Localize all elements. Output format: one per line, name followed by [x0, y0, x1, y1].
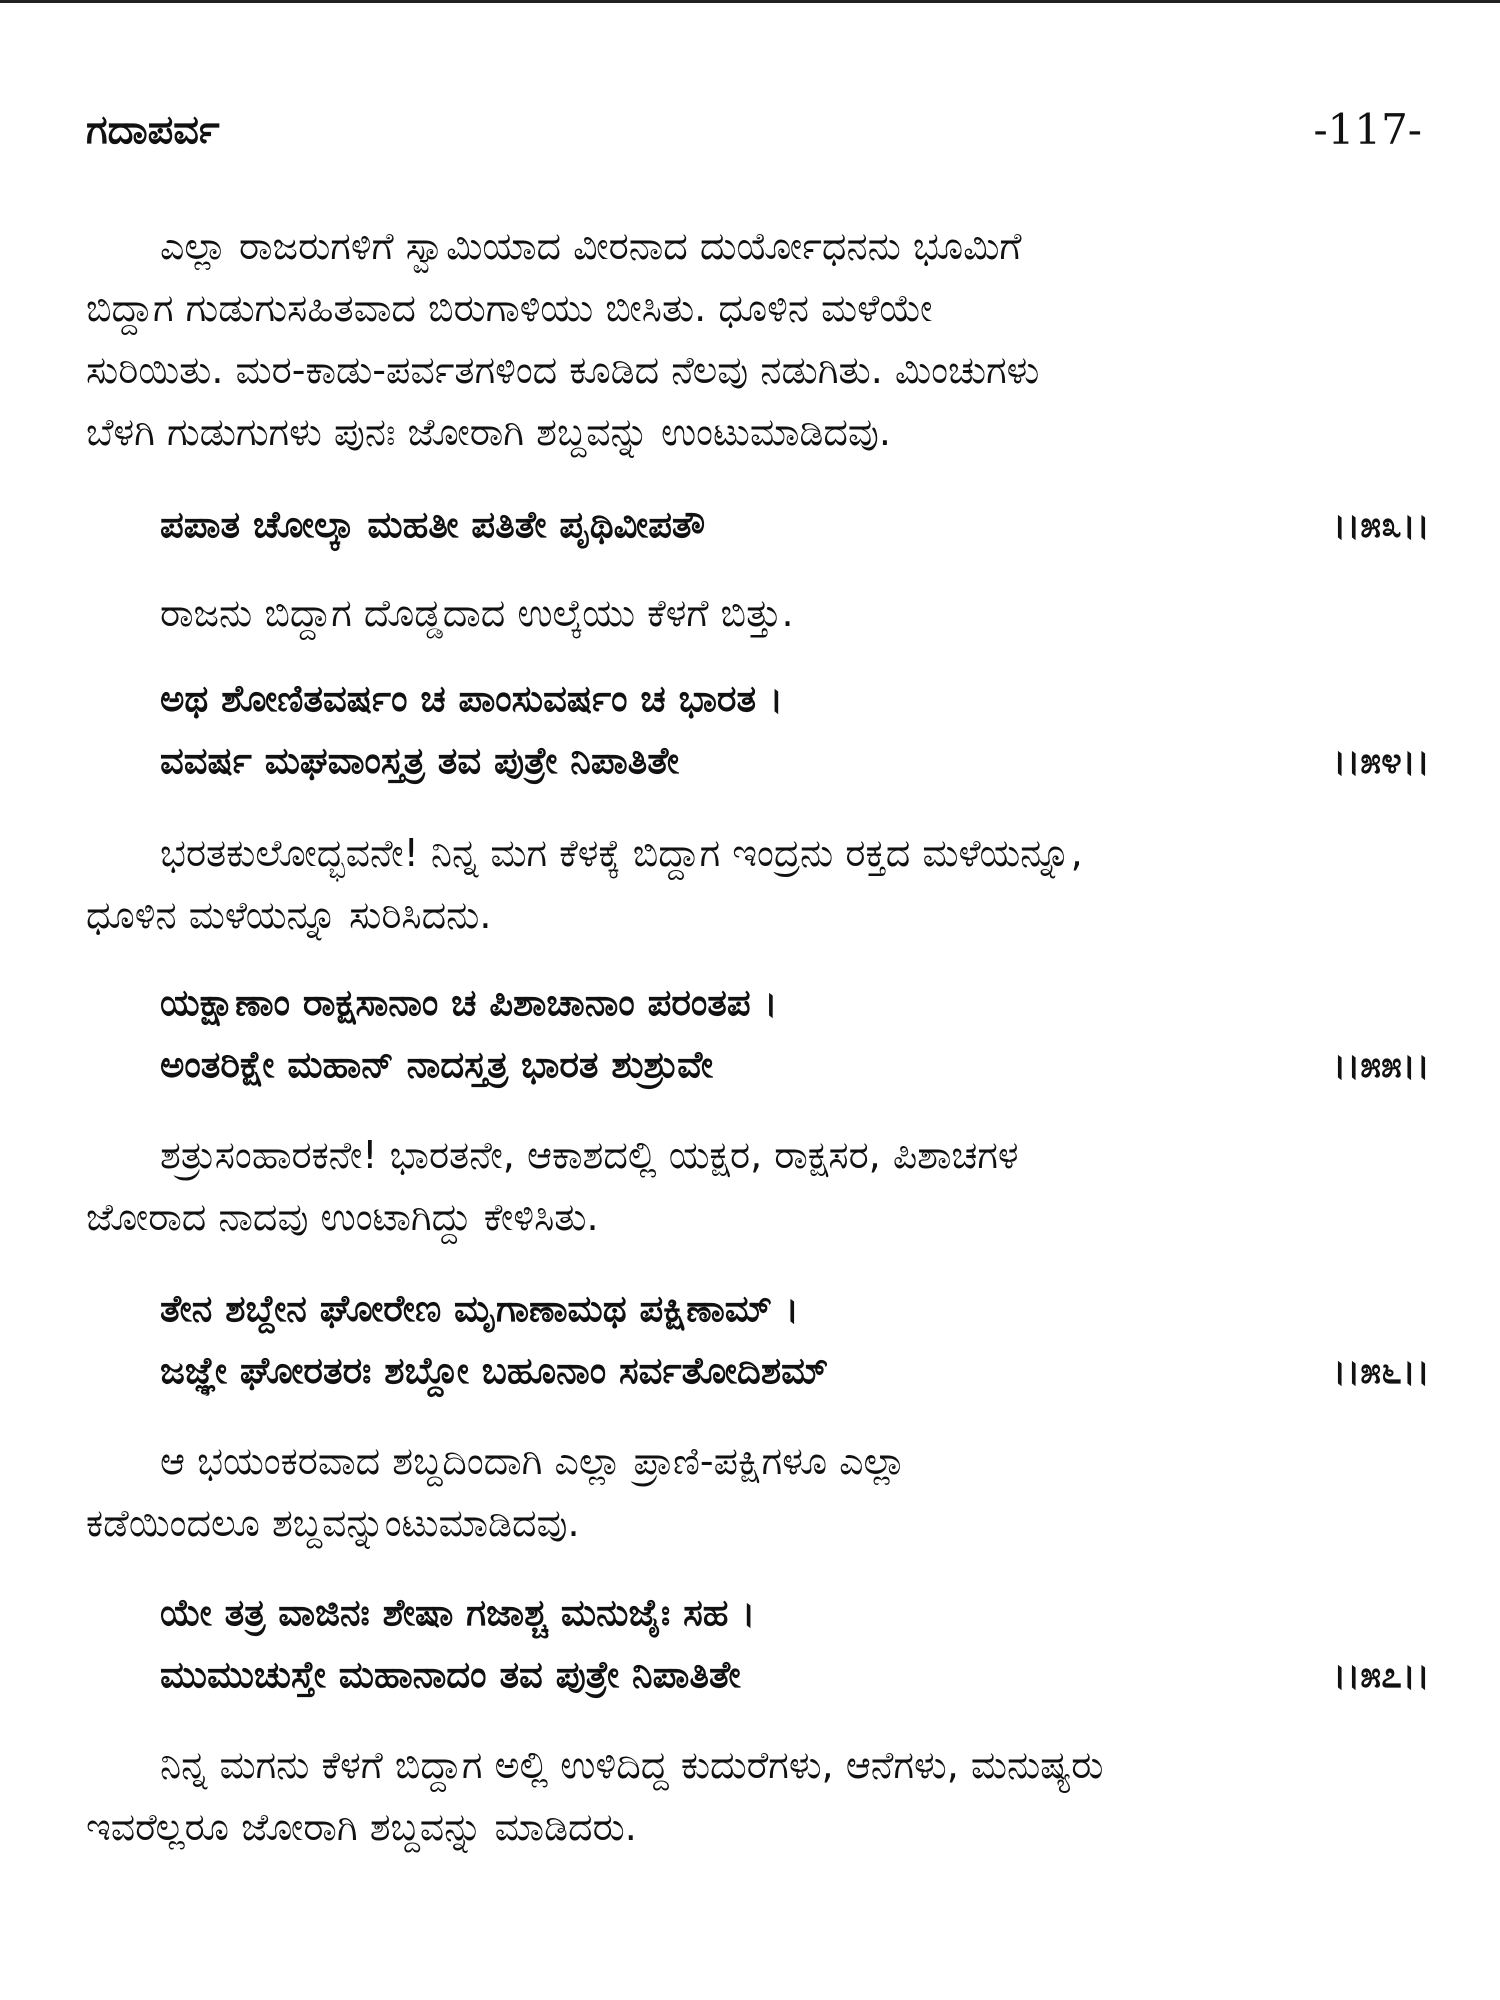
prose-paragraph-2 [86, 582, 1426, 644]
prose-paragraph-5 [86, 1430, 1426, 1554]
prose-line: ಸುರಿಯಿತು. ಮರ-ಕಾಡು-ಪರ್ವತಗಳಿಂದ ಕೂಡಿದ ನೆಲವು ನಡುಗಿತು. ಮಿಂಚುಗಳು [86, 348, 1040, 392]
sanskrit-verse-57 [160, 1582, 1430, 1706]
sanskrit-verse-56 [160, 1278, 1430, 1402]
verse-line [160, 1340, 1430, 1402]
prose-line: ಧೂಳಿನ ಮಳೆಯನ್ನೂ ಸುರಿಸಿದನು. [86, 893, 492, 937]
verse-number: ।।೫೪।। [1332, 739, 1430, 782]
prose-line: ಆ ಭಯಂಕರವಾದ ಶಬ್ದದಿಂದಾಗಿ ಎಲ್ಲಾ ಪ್ರಾಣಿ-ಪಕ್ಷಿಗಳೂ ಎಲ್ಲಾ [160, 1439, 907, 1483]
prose-line: ಎಲ್ಲಾ ರಾಜರುಗಳಿಗೆ ಸ್ವಾಮಿಯಾದ ವೀರನಾದ ದುರ್ಯೋಧನನು ಭೂಮಿಗೆ [160, 224, 1022, 268]
verse-text: ತೇನ ಶಬ್ದೇನ ಘೋರೇಣ ಮೃಗಾಣಾಮಥ ಪಕ್ಷಿಣಾಮ್ । [160, 1287, 799, 1330]
sanskrit-verse-53 [160, 494, 1430, 556]
verse-number: ।।೫೩।। [1332, 503, 1430, 546]
prose-line: ರಾಜನು ಬಿದ್ದಾಗ ದೊಡ್ಡದಾದ ಉಲ್ಕೆಯು ಕೆಳಗೆ ಬಿತ್ತು. [160, 591, 794, 635]
verse-line [160, 1582, 1430, 1644]
prose-paragraph-1 [86, 215, 1426, 463]
sanskrit-verse-55 [160, 972, 1430, 1096]
top-border [0, 0, 1500, 3]
verse-text: ಅಥ ಶೋಣಿತವರ್ಷಂ ಚ ಪಾಂಸುವರ್ಷಂ ಚ ಭಾರತ । [160, 677, 784, 720]
sanskrit-verse-54 [160, 668, 1430, 792]
verse-line [160, 972, 1430, 1034]
verse-line [160, 1278, 1430, 1340]
verse-text: ಜಜ್ಞೇ ಘೋರತರಃ ಶಬ್ದೋ ಬಹೂನಾಂ ಸರ್ವತೋದಿಶಮ್ [160, 1349, 829, 1392]
verse-text: ಮುಮುಚುಸ್ತೇ ಮಹಾನಾದಂ ತವ ಪುತ್ರೇ ನಿಪಾತಿತೇ [160, 1653, 741, 1696]
verse-text: ಯಕ್ಷಾಣಾಂ ರಾಕ್ಷಸಾನಾಂ ಚ ಪಿಶಾಚಾನಾಂ ಪರಂತಪ । [160, 981, 778, 1024]
verse-line [160, 494, 1430, 556]
prose-line: ನಿನ್ನ ಮಗನು ಕೆಳಗೆ ಬಿದ್ದಾಗ ಅಲ್ಲಿ ಉಳಿದಿದ್ದ ಕುದುರೆಗಳು, ಆನೆಗಳು, ಮನುಷ್ಯರು [160, 1743, 1104, 1787]
prose-paragraph-3 [86, 822, 1426, 946]
verse-text: ಅಂತರಿಕ್ಷೇ ಮಹಾನ್ ನಾದಸ್ತತ್ರ ಭಾರತ ಶುಶ್ರುವೇ [160, 1043, 714, 1086]
prose-line: ಬಿದ್ದಾಗ ಗುಡುಗುಸಹಿತವಾದ ಬಿರುಗಾಳಿಯು ಬೀಸಿತು. ಧೂಳಿನ ಮಳೆಯೇ [86, 286, 933, 330]
verse-number: ।।೫೫।। [1332, 1043, 1430, 1086]
prose-line: ಶತ್ರುಸಂಹಾರಕನೇ! ಭಾರತನೇ, ಆಕಾಶದಲ್ಲಿ ಯಕ್ಷರ, ರಾಕ್ಷಸರ, ಪಿಶಾಚಗಳ [160, 1133, 1019, 1177]
verse-line [160, 668, 1430, 730]
prose-line: ಇವರೆಲ್ಲರೂ ಜೋರಾಗಿ ಶಬ್ದವನ್ನು ಮಾಡಿದರು. [86, 1805, 637, 1849]
prose-paragraph-6 [86, 1734, 1426, 1858]
verse-number: ।।೫೬।। [1332, 1349, 1430, 1392]
verse-text: ಪಪಾತ ಚೋಲ್ಕಾ ಮಹತೀ ಪತಿತೇ ಪೃಥಿವೀಪತೌ [160, 503, 706, 546]
prose-line: ಕಡೆಯಿಂದಲೂ ಶಬ್ದವನ್ನುಂಟುಮಾಡಿದವು. [86, 1501, 580, 1545]
prose-line: ಬೆಳಗಿ ಗುಡುಗುಗಳು ಪುನಃ ಜೋರಾಗಿ ಶಬ್ದವನ್ನು ಉಂಟುಮಾಡಿದವು. [86, 410, 891, 454]
prose-line: ಭರತಕುಲೋದ್ಭವನೇ! ನಿನ್ನ ಮಗ ಕೆಳಕ್ಕೆ ಬಿದ್ದಾಗ ಇಂದ್ರನು ರಕ್ತದ ಮಳೆಯನ್ನೂ, [160, 831, 1083, 875]
verse-line [160, 1034, 1430, 1096]
verse-line [160, 730, 1430, 792]
verse-line [160, 1644, 1430, 1706]
verse-text: ಯೇ ತತ್ರ ವಾಜಿನಃ ಶೇಷಾ ಗಜಾಶ್ಚ ಮನುಜೈಃ ಸಹ । [160, 1591, 756, 1634]
prose-paragraph-4 [86, 1124, 1426, 1248]
page-number: -117- [1313, 105, 1422, 154]
prose-line: ಜೋರಾದ ನಾದವು ಉಂಟಾಗಿದ್ದು ಕೇಳಿಸಿತು. [86, 1195, 599, 1239]
verse-text: ವವರ್ಷ ಮಘವಾಂಸ್ತತ್ರ ತವ ಪುತ್ರೇ ನಿಪಾತಿತೇ [160, 739, 679, 782]
verse-number: ।।೫೭।। [1332, 1653, 1430, 1696]
running-header-title: ಗದಾಪರ್ವ [86, 107, 220, 153]
